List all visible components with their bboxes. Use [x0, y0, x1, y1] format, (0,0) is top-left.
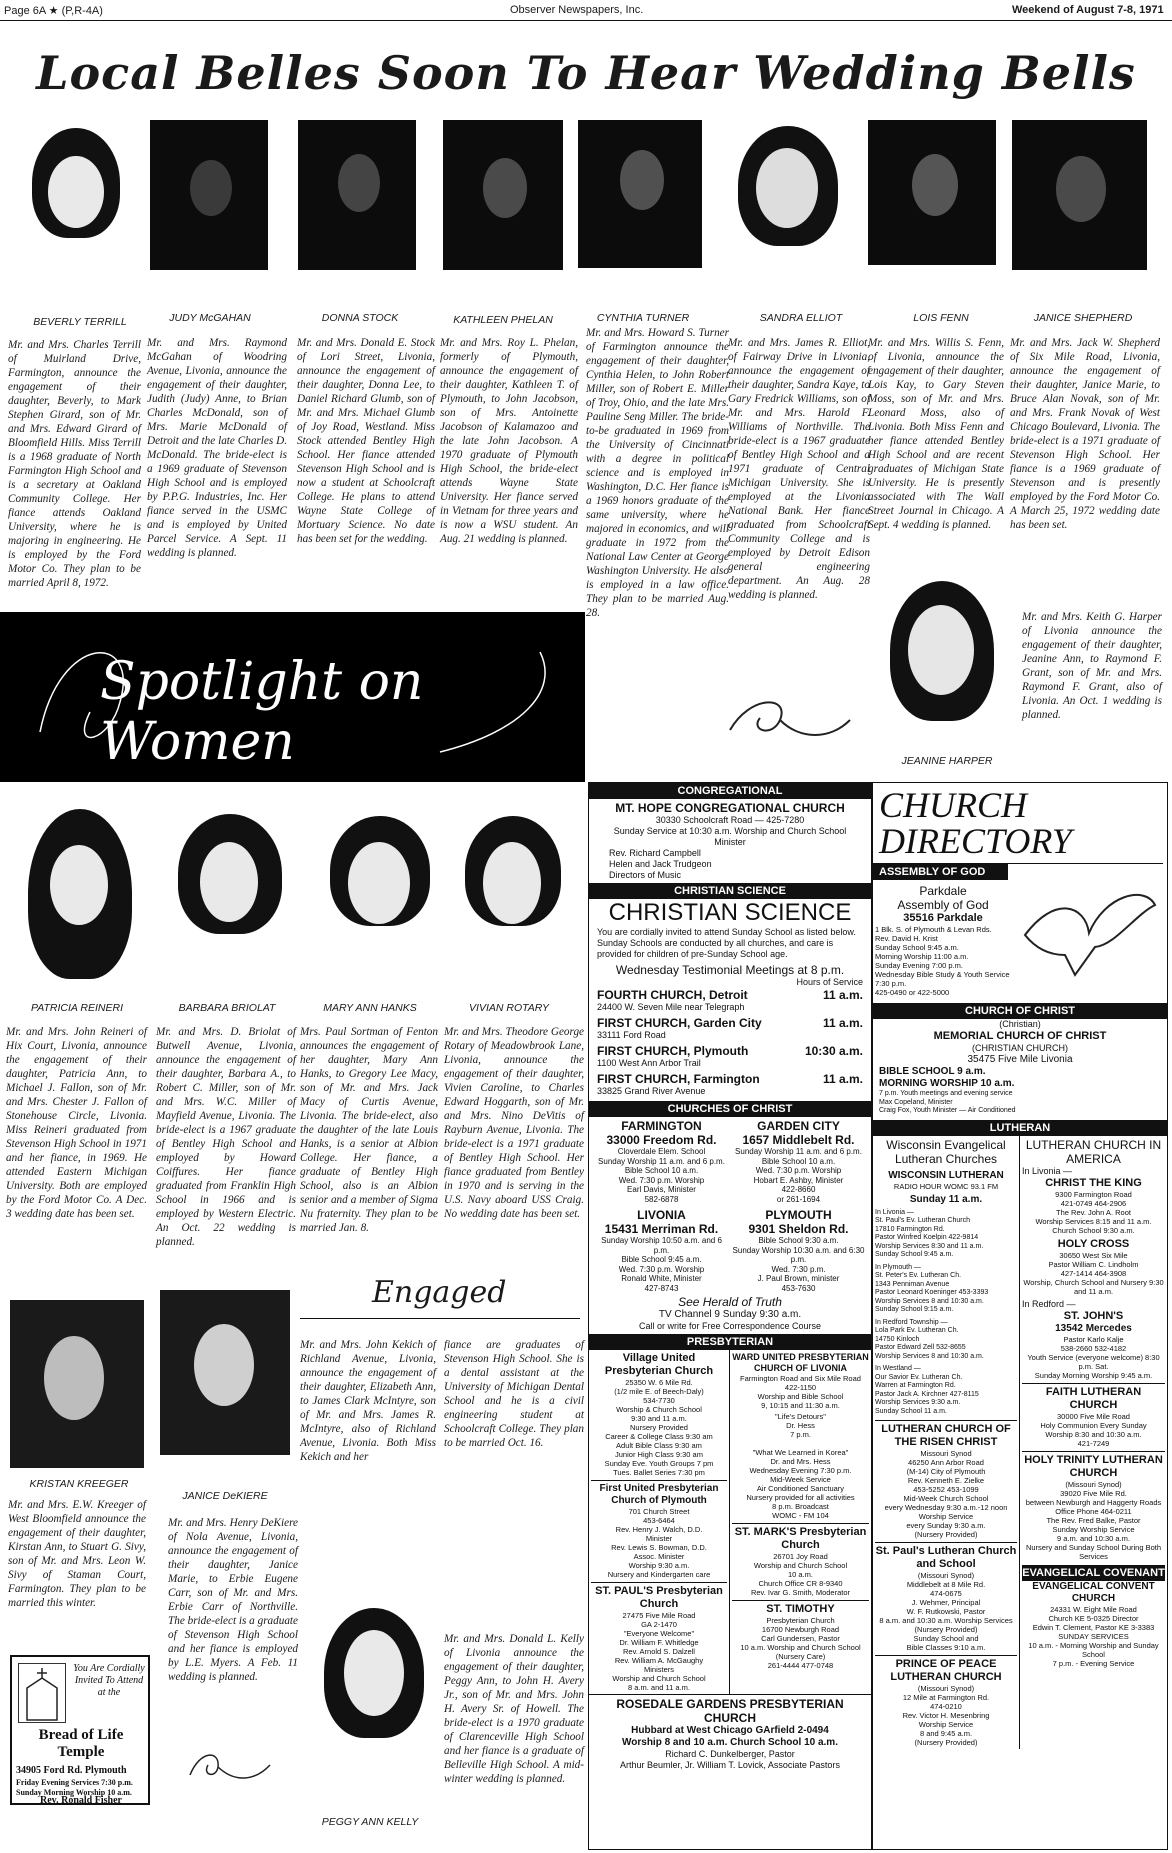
portrait-photo — [150, 120, 268, 270]
page-headline: Local Belles Soon To Hear Wedding Bells — [36, 46, 1136, 100]
engagement-story: Mr. and Mrs. Roy L. Phelan, formerly of Plymouth, announce the engagement of their daughter, Kathleen T. of Plymouth, to John Jacobson, son of Mrs. Antoinette Jacobson of Kalamazoo and the late John Jacobson. A 1970 graduate of Plymouth High School, the bride-elect attends Wayne State University. Her fiance served in Vietnam for three years and is now a WSU student. An Aug. 21 wedding is planned. — [440, 337, 578, 545]
section-header: CHRISTIAN SCIENCE — [589, 883, 871, 899]
engagement-story: Mr. and Mrs. Willis S. Fenn, of Livonia, announce the engagement of their daughter, Lois Kay, to Gary Steven Moss, son of Mr. and Mrs. Leonard Moss, also of Livonia. Both Miss Fenn and her fiance attended Bentley High School and are recent graduates of Michigan State University. He is presently associated with The Wall Street Journal in Chicago. A Sept. 4 wedding is planned. — [868, 337, 1004, 531]
bride-name: DONNA STOCK — [321, 312, 399, 324]
engagement-story: Mrs. Paul Sortman of Fenton announces the engagement of her daughter, Mary Ann Hanks, to Gregory Lee Macy, son of Mr. and Mrs. Jack Macy of Curtis Avenue, Livonia. The bride-elect, also the daughter of the late Louis Hanks, is a senior at Albion College. Her fiance, a graduate of Bentley High School, also is an Albion senior and a member of Sigma Nu fraternity. They plan to be married Jan. 8. — [300, 1026, 438, 1234]
portrait-photo — [10, 1300, 144, 1468]
church-directory-left: CONGREGATIONAL MT. HOPE CONGREGATIONAL CHURCH 30330 Schoolcraft Road — 425-7280 Sunday Service at 10:30 a.m. Worship and Church School Minister Rev. Richard Campbell Helen and Jack Trudgeon Directors of Music CHRISTIAN SCIENCE CHRISTIAN SCIENCE You are cordially invited to attend Sunday School as listed below. Sunday Schools are conducted by all churches, and care is provided for children of pre-Sunday School age. Wednesday Testimonial Meetings at 8 p.m. Hours of Service FOURTH CHURCH, Detroit 11 a.m. 24400 W. Seven Mile near Telegraph FIRST CHURCH, Garden City 11 a.m. 33111 Ford Road FIRST CHURCH, Plymouth 10:30 a.m. 1100 West Ann Arbor Trail FIRST CHURCH, Farmington 11 a.m. 33825 Grand River Avenue CHURCHES OF CHRIST FARMINGTON 33000 Freedom Rd. Cloverdale Elem. School Sunday Worship 11 a.m. and 6 p.m. Bible School 10 a.m. Wed. 7:30 p.m. Worship Earl Davis, Minister 582-6878 LIVONIA 15431 Merriman Rd. Sunday Worship 10:50 a.m. and 6 p.m. Bible School 9:45 a.m. Wed. 7:30 p.m. Worship Ronald White, Minister 427-8743 GARDEN CITY 1657 Middlebelt Rd. Sunday Worship 11 a.m. and 6 p.m. Bible School 10 a.m. Wed. 7:30 p.m. Worship Hobart E. Ashby, Minister 422-8660 or 261-1694 PLYMOUTH 9301 Sheldon Rd. Bible School 9:30 a.m. Sunday Worship 10:30 a.m. and 6:30 p.m. Wed. 7:30 p.m. J. Paul Brown, minister 453-7630 See Herald of Truth TV Channel 9 Sunday 9:30 a.m. Call or write for Free Correspondence Course PRESBYTERIAN Village United Presbyterian Church 25350 W. 6 Mile Rd. (1/2 mile E. of Beech-Daly) 534-7730 Worship & Church School 9:30 and 11 a.m. Nursery Provided Career & College Class 9:30 am Adult Bible Class 9:30 am Junior High Class 9:30 am Sunday Eve. Youth Groups 7 pm Tues. Ballet Series 7:30 pm First United Presbyterian Church of Plymouth 701 Church Street 453-6464 Rev. Henry J. Walch, D.D. Minister Rev. Lewis S. Bowman, D.D. Assoc. Minister Worship 9:30 a.m. Nursery and Kindergarten care ST. PAUL'S Presbyterian Church 27475 Five Mile Road GA 2-1470 "Everyone Welcome" Dr. William F. Whitledge Rev. Arnold S. Dalzell Rev. William A. McGaughy Ministers Worship and Church School 8 a.m. and 11 a.m. WARD UNITED PRESBYTERIAN CHURCH OF LIVONIA Farmington Road and Six Mile Road 422-1150 Worship and Bible School 9, 10:15 and 11:30 a.m. "Life's Detours" Dr. Hess 7 p.m. "What We Learned in Korea" Dr. and Mrs. Hess Wednesday Evening 7:30 p.m. Mid-Week Service Air Conditioned Sanctuary Nursery provided for all activities 8 p.m. Broadcast WOMC - FM 104 ST. MARK'S Presbyterian Church 26701 Joy Road Worship and Church School 10 a.m. Church Office CR 8-9340 Rev. Ivar G. Smith, Moderator ST. TIMOTHY Presbyterian Church 16700 Newburgh Road Carl Gundersen, Pastor 10 a.m. Worship and Church School (Nursery Care) 261-4444 477-0748 ROSEDALE GARDENS PRESBYTERIAN CHURCH Hubbard at West Chicago GArfield 2-0494 Worship 8 and 10 a.m. Church School 10 a.m. Richard C. Dunkelberger, Pastor Arthur Beumler, Jr. William T. Lovick, Associate Pastors — [588, 782, 872, 1850]
engaged-title: Engaged — [372, 1275, 507, 1310]
engagement-story: Mr. and Mrs. Donald L. Kelly of Livonia announce the engagement of their daughter, Peggy Ann, to John H. Avery Jr., son of Mr. and Mrs. John H. Avery Sr. of Howell. The bride-elect is a 1970 graduate of Clarenceville High School and her fiance is a graduate of Belleville High School. A mid-winter wedding is planned. — [444, 1633, 584, 1785]
engagement-story: Mr. and Mrs. D. Briolat of Butwell Avenue, Livonia, announce the engagement of their daughter, Barbara A., to Robert C. Miller, son of Mr. and Mrs. W.C. Miller of Mayfield Avenue, Livonia. The bride-elect is a 1967 graduate of Bentley High School and employed by Howard Coiffures. Her fiance graduated from Franklin High School in 1966 and is employed by Western Electric. An Oct. 22 wedding is planned. — [156, 1026, 296, 1248]
issue-date: Weekend of August 7-8, 1971 — [1012, 4, 1164, 16]
bride-name: JANICE SHEPHERD — [1033, 312, 1133, 324]
cs-title: CHRISTIAN SCIENCE — [608, 899, 852, 926]
bride-name: JEANINE HARPER — [901, 755, 993, 767]
bride-name: BEVERLY TERRILL — [33, 316, 127, 328]
flourish-ornament — [180, 1745, 280, 1785]
portrait-photo — [443, 120, 563, 270]
masthead — [0, 0, 1172, 40]
section-header: PRESBYTERIAN — [589, 1334, 871, 1350]
bride-name: LOIS FENN — [913, 312, 969, 324]
directory-title: CHURCH DIRECTORY — [873, 783, 1163, 864]
engagement-story: Mr. and Mrs. John Reineri of Hix Court, Livonia, announce the engagement of their daughter, Patricia Ann, to Michael J. Fallon, son of Mr. and Mrs. Chester J. Fallon of Stonehouse Circle, Livonia. Miss Reineri graduated from Stevenson High School in 1971 and her fiance, in 1969. He attended Eastern Michigan University. Both are employed by the Ford Motor Co. A Dec. 3 wedding date has been set. — [6, 1026, 147, 1220]
engagement-story: Mr. and Mrs. E.W. Kreeger of West Bloomfield announce the engagement of their daughter, Kirstan Ann, to Stuart G. Sivy, son of Mr. and Mrs. Leon W. Sivy of Staman Court, Farmington. They plan to be married this winter. — [8, 1499, 146, 1609]
spotlight-banner — [0, 612, 585, 782]
bride-name: MARY ANN HANKS — [323, 1002, 417, 1014]
dove-icon — [1015, 875, 1163, 995]
portrait-photo — [868, 120, 996, 265]
bride-name: JANICE DeKIERE — [182, 1490, 268, 1502]
section-header: LUTHERAN — [873, 1120, 1167, 1136]
bride-name: JUDY McGAHAN — [169, 312, 251, 324]
portrait-photo — [578, 120, 702, 268]
section-header: CHURCHES OF CHRIST — [589, 1101, 871, 1117]
engagement-story: Mr. and Mrs. Keith G. Harper of Livonia announce the engagement of their daughter, Jeanine Ann, to Raymond F. Grant, son of Mr. and Mrs. Raymond F. Grant, also of Livonia. An Oct. 1 wedding is planned. — [1022, 611, 1162, 721]
flourish-ornament — [720, 690, 860, 750]
bride-name: PATRICIA REINERI — [31, 1002, 123, 1014]
church-directory-right: CHURCH DIRECTORY ASSEMBLY OF GOD Parkdale Assembly of God 35516 Parkdale 1 Blk. S. of Plymouth & Levan Rds. Rev. David H. Krist Sunday School 9:45 a.m. Morning Worship 11:00 a.m. Sunday Evening 7:00 p.m. Wednesday Bible Study & Youth Service 7:30 p.m. 425-0490 or 422-5000 CHURCH OF CHRIST (Christian) MEMORIAL CHURCH OF CHRIST (CHRISTIAN CHURCH) 35475 Five Mile Livonia BIBLE SCHOOL 9 a.m. MORNING WORSHIP 10 a.m. 7 p.m. Youth meetings and evening service Max Copeland, Minister Craig Fox, Youth Minister — Air Conditioned LUTHERAN Wisconsin Evangelical Lutheran Churches WISCONSIN LUTHERAN RADIO HOUR WOMC 93.1 FM Sunday 11 a.m. In Livonia — St. Paul's Ev. Lutheran Church 17810 Farmington Rd. Pastor Winfred Koelpin 422-9814 Worship Services 8:30 and 11 a.m. Sunday School 9:45 a.m. In Plymouth — St. Peter's Ev. Lutheran Ch. 1343 Penniman Avenue Pastor Leonard Koeninger 453-3393 Worship Services 8 and 10:30 a.m. Sunday School 9:15 a.m. In Redford Township — Lola Park Ev. Lutheran Ch. 14750 Kinloch Pastor Edward Zell 532-8655 Worship Services 8 and 10:30 a.m. In Westland — Our Savior Ev. Lutheran Ch. Warren at Farmington Rd. Pastor Jack A. Kirchner 427-8115 Worship Services 9:30 a.m. Sunday School 11 a.m. LUTHERAN CHURCH OF THE RISEN CHRIST Missouri Synod 46250 Ann Arbor Road (M-14) City of Plymouth Rev. Kenneth E. Zielke 453-5252 453-1099 Mid-Week Church School every Wednesday 9:30 a.m.-12 noon Worship Service every Sunday 9:30 a.m. (Nursery Provided) St. Paul's Lutheran Church and School (Missouri Synod) Middlebelt at 8 Mile Rd. 474-0675 J. Wehmer, Principal W. F. Rutkowski, Pastor 8 a.m. and 10:30 a.m. Worship Services (Nursery Provided) Sunday School and Bible Classes 9:10 a.m. PRINCE OF PEACE LUTHERAN CHURCH (Missouri Synod) 12 Mile at Farmington Rd. 474-0210 Rev. Victor H. Mesenbring Worship Service 8 and 9:45 a.m. (Nursery Provided) LUTHERAN CHURCH IN AMERICA In Livonia — CHRIST THE KING 9300 Farmington Road 421-0749 464-2906 The Rev. John A. Root Worship Services 8:15 and 11 a.m. Church School 9:30 a.m. HOLY CROSS 30650 West Six Mile Pastor William C. Lindholm 427-1414 464-3908 Worship, Church School and Nursery 9:30 and 11 a.m. In Redford — ST. JOHN'S 13542 Mercedes Pastor Karlo Kalje 538-2660 532-4182 Youth Service (everyone welcome) 8:30 p.m. Sat. Sunday Morning Worship 9:45 a.m. FAITH LUTHERAN CHURCH 30000 Five Mile Road Holy Communion Every Sunday Worship 8:30 and 10:30 a.m. 421-7249 HOLY TRINITY LUTHERAN CHURCH (Missouri Synod) 39020 Five Mile Rd. between Newburgh and Haggerty Roads Office Phone 464-0211 The Rev. Fred Balke, Pastor Sunday Worship Service 9 a.m. and 10:30 a.m. Nursery and Sunday School During Both Services EVANGELICAL COVENANT EVANGELICAL CONVENT CHURCH 24331 W. Eight Mile Road Church KE 5-0325 Director Edwin T. Clement, Pastor KE 3-3383 SUNDAY SERVICES 10 a.m. - Morning Worship and Sunday School 7 p.m. - Evening Service — [872, 782, 1168, 1850]
portrait-photo — [20, 805, 140, 990]
engagement-story: Mr. and Mrs. Donald E. Stock of Lori Street, Livonia, announce the engagement of their daughter, Donna Lee, to Daniel Richard Glumb, son of Mr. and Mrs. Michael Glumb of Joy Road, Westland. Miss Stock attended Bentley High School. Her fiance attended Stevenson High School and is now a student at Schoolcraft College. He plans to attend Wayne State College of Mortuary Science. No date has been set for the wedding. — [297, 337, 435, 545]
church-icon — [18, 1663, 66, 1723]
bride-name: BARBARA BRIOLAT — [178, 1002, 276, 1014]
portrait-photo — [170, 808, 290, 983]
engagement-story: Mr. and Mrs. Jack W. Shepherd of Six Mile Road, Livonia, announce the engagement of their daughter, Janice Marie, to Bruce Alan Novak, son of Mr. and Mrs. Frank Novak of West Chicago Boulevard, Livonia. The bride-elect is a 1971 graduate of Stevenson High School. Her fiance is a 1969 graduate of Stevenson and is presently employed by the Ford Motor Co. A March 25, 1972 wedding date has been set. — [1010, 337, 1160, 531]
engagement-story: Mr. and Mrs. James R. Elliot, of Fairway Drive in Livonia, announce the engagement of their daughter, Sandra Kaye, to Gary Fredrick Williams, son of Mr. and Mrs. Harold F. Williams of Northville. The bride-elect is a 1967 graduate of Bentley High School and a 1971 graduate of Central Michigan University. She is employed at the Livonia National Bank. Her fiance graduated from Schoolcraft Community College and is employed by Detroit Edison general engineering department. An Aug. 28 wedding is planned. — [728, 337, 870, 601]
portrait-photo — [455, 808, 573, 983]
bride-name: SANDRA ELLIOT — [759, 312, 843, 324]
engagement-story: Mr. and Mrs. Theodore George Rotary of Meadowbrook Lane, Livonia, announce the engagement of their daughter, Vivien Caroline, to Charles Edward Hoggarth, son of Mr. and Mrs. Nino DeVitis of Rayburn Avenue, Livonia. The bride-elect is a 1971 graduate of Bentley High School. Her fiance graduated from Bentley in 1970 and is serving in the U.S. Navy aboard USS Craig. No wedding date has been set. — [444, 1026, 584, 1220]
bride-name: VIVIAN ROTARY — [469, 1002, 549, 1014]
bride-name: CYNTHIA TURNER — [596, 312, 690, 324]
section-header: CHURCH OF CHRIST — [873, 1003, 1167, 1019]
engagement-story: Mr. and Mrs. John Kekich of Richland Avenue, Livonia, announce the engagement of their daughter, Elizabeth Ann, to James Clark McIntyre, son of Mr. and Mrs. James R. McIntyre, also of Richland Avenue, Livonia. Both Miss Kekich and her — [300, 1339, 436, 1463]
paper-name: Observer Newspapers, Inc. — [510, 4, 644, 16]
portrait-photo — [728, 120, 848, 260]
portrait-photo — [310, 1600, 440, 1775]
engagement-story: fiance are graduates of Stevenson High School. She is a dental assistant at the University of Michigan Dental School and he is a civil engineering student at Schoolcraft College. They plan to be married Oct. 16. — [444, 1339, 584, 1449]
engagement-story: Mr. and Mrs. Charles Terrill of Muirland Drive, Farmington, announce the engagement of their daughter, Beverly, to Mark Stephen Girard, son of Mr. and Mrs. Edward Girard of Bloomfield Hills. Miss Terrill is a 1968 graduate of North Farmington High School and is a secretary at Oakland Community College. Her fiance attends Oakland University, where he is majoring in engineering. He is employed by the Ford Motor Co. They plan to be married April 8, 1972. — [8, 339, 141, 589]
bride-name: KRISTAN KREEGER — [29, 1478, 129, 1490]
spotlight-title: Spotlight on Women — [100, 652, 424, 772]
portrait-photo — [160, 1290, 290, 1455]
section-header: EVANGELICAL COVENANT — [1022, 1566, 1165, 1579]
page-number: Page 6A ★ (P,R-4A) — [4, 5, 103, 17]
bride-name: KATHLEEN PHELAN — [453, 314, 553, 326]
portrait-photo — [22, 120, 132, 270]
section-header: ASSEMBLY OF GOD — [873, 864, 1008, 880]
engagement-story: Mr. and Mrs. Henry DeKiere of Nola Avenue, Livonia, announce the engagement of their daughter, Janice Marie, to Erbie Eugene Carr, son of Mr. and Mrs. Erbie Carr of Northville. The bride-elect is a graduate of Stevenson High School and her fiance is employed by L.E. Myers. A Feb. 11 wedding is planned. — [168, 1517, 298, 1683]
bread-of-life-ad: You Are Cordially Invited To Attend at the Bread of Life Temple 34905 Ford Rd. Plymouth Friday Evening Services 7:30 p.m. Sunday Morning Worship 10 a.m. Rev. Ronald Fisher — [10, 1655, 150, 1805]
engagement-story: Mr. and Mrs. Howard S. Turner of Farmington announce the engagement of their daughter, Cynthia Helen, to John Robert Miller, son of Robert E. Miller of Troy, Ohio, and the late Mrs. Pauline Seng Miller. The bride-to-be graduated in 1969 from the University of Cincinnati with a degree in political science and is employed in Washington, D.C. Her fiance is a 1969 honors graduate of the same university, where he majored in economics, and will graduate in 1972 from the National Law Center at George Washington University. He also is employed in a law office. They plan to be married Aug. 28. — [586, 327, 729, 619]
portrait-photo — [298, 120, 416, 270]
bride-name: PEGGY ANN KELLY — [321, 1816, 419, 1828]
portrait-photo — [320, 808, 440, 983]
portrait-photo — [1012, 120, 1147, 270]
engagement-story: Mr. and Mrs. Raymond McGahan of Woodring Avenue, Livonia, announce the engagement of their daughter, Judith (Judy) Anne, to Brian Charles McDonald, son of Mrs. Marie McDonald of Detroit and the late Charles D. McDonald. The bride-elect is a 1969 graduate of Stevenson High School and is employed by P.P.G. Industries, Inc. Her fiance served in the USMC and is employed by United Parcel Service. A Sept. 11 wedding is planned. — [147, 337, 287, 559]
section-header: CONGREGATIONAL — [589, 783, 871, 799]
portrait-photo — [878, 575, 1008, 740]
